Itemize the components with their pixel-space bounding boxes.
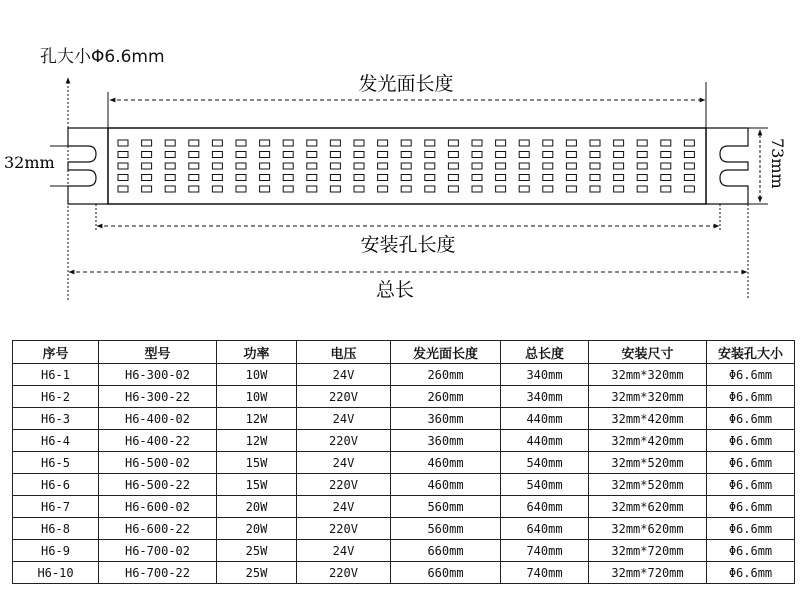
header-mounting-size: 安装尺寸 bbox=[589, 341, 707, 364]
led-chip bbox=[307, 140, 317, 146]
led-chip bbox=[448, 140, 458, 146]
cell-index: H6-9 bbox=[13, 540, 99, 562]
led-chip bbox=[543, 140, 553, 146]
led-chip bbox=[637, 152, 647, 158]
cell-emitting-length: 260mm bbox=[391, 386, 501, 408]
cell-mounting-size: 32mm*520mm bbox=[589, 474, 707, 496]
cell-emitting-length: 360mm bbox=[391, 430, 501, 452]
led-chip bbox=[189, 152, 199, 158]
led-chip bbox=[637, 175, 647, 181]
slot-spacing-label: 32mm bbox=[4, 153, 55, 172]
led-chip bbox=[614, 163, 624, 169]
cell-power: 25W bbox=[217, 540, 297, 562]
led-chip bbox=[448, 163, 458, 169]
led-chip bbox=[566, 152, 576, 158]
led-chip bbox=[614, 186, 624, 192]
led-chip bbox=[283, 140, 293, 146]
cell-voltage: 220V bbox=[297, 386, 391, 408]
spec-table bbox=[12, 340, 795, 584]
cell-index: H6-6 bbox=[13, 474, 99, 496]
cell-power: 12W bbox=[217, 430, 297, 452]
cell-voltage: 24V bbox=[297, 364, 391, 386]
led-chip bbox=[448, 186, 458, 192]
cell-hole-size: Φ6.6mm bbox=[707, 430, 795, 452]
led-chip bbox=[590, 152, 600, 158]
cell-voltage: 220V bbox=[297, 562, 391, 584]
header-voltage: 电压 bbox=[297, 341, 391, 364]
cell-emitting-length: 560mm bbox=[391, 518, 501, 540]
header-total-length: 总长度 bbox=[501, 341, 589, 364]
led-chip bbox=[496, 140, 506, 146]
led-chip bbox=[260, 140, 270, 146]
cell-model: H6-400-02 bbox=[99, 408, 217, 430]
cell-mounting-size: 32mm*420mm bbox=[589, 408, 707, 430]
cell-power: 12W bbox=[217, 408, 297, 430]
led-chip bbox=[661, 186, 671, 192]
cell-total-length: 640mm bbox=[501, 518, 589, 540]
cell-hole-size: Φ6.6mm bbox=[707, 540, 795, 562]
led-chip bbox=[142, 175, 152, 181]
table-row bbox=[13, 540, 795, 562]
table-row bbox=[13, 408, 795, 430]
cell-mounting-size: 32mm*620mm bbox=[589, 518, 707, 540]
led-chip bbox=[590, 175, 600, 181]
led-chip bbox=[684, 140, 694, 146]
cell-mounting-size: 32mm*320mm bbox=[589, 364, 707, 386]
led-chip bbox=[354, 152, 364, 158]
cell-hole-size: Φ6.6mm bbox=[707, 562, 795, 584]
led-chip bbox=[637, 163, 647, 169]
led-chip bbox=[354, 186, 364, 192]
cell-model: H6-500-22 bbox=[99, 474, 217, 496]
led-chip bbox=[142, 186, 152, 192]
led-chip bbox=[519, 140, 529, 146]
led-chip bbox=[614, 140, 624, 146]
led-chip bbox=[283, 163, 293, 169]
led-chip bbox=[165, 163, 175, 169]
led-chip bbox=[189, 163, 199, 169]
cell-mounting-size: 32mm*720mm bbox=[589, 562, 707, 584]
cell-power: 25W bbox=[217, 562, 297, 584]
led-chip bbox=[165, 186, 175, 192]
led-chip bbox=[496, 152, 506, 158]
led-chip bbox=[496, 186, 506, 192]
cell-model: H6-300-02 bbox=[99, 364, 217, 386]
led-chip bbox=[425, 186, 435, 192]
led-chip bbox=[566, 175, 576, 181]
led-chip bbox=[519, 186, 529, 192]
cell-emitting-length: 660mm bbox=[391, 540, 501, 562]
led-chip bbox=[378, 140, 388, 146]
led-chip bbox=[566, 186, 576, 192]
led-chip bbox=[614, 175, 624, 181]
led-chip bbox=[519, 163, 529, 169]
cell-mounting-size: 32mm*420mm bbox=[589, 430, 707, 452]
led-chip bbox=[472, 163, 482, 169]
led-chip bbox=[307, 175, 317, 181]
cell-power: 10W bbox=[217, 386, 297, 408]
led-chip bbox=[354, 140, 364, 146]
led-chip bbox=[307, 186, 317, 192]
cell-voltage: 24V bbox=[297, 408, 391, 430]
led-chip bbox=[118, 152, 128, 158]
cell-total-length: 340mm bbox=[501, 364, 589, 386]
led-chip bbox=[212, 152, 222, 158]
table-row bbox=[13, 430, 795, 452]
led-chip bbox=[118, 186, 128, 192]
width-label: 73mm bbox=[768, 138, 787, 189]
led-chip bbox=[425, 140, 435, 146]
led-chip bbox=[118, 175, 128, 181]
cell-hole-size: Φ6.6mm bbox=[707, 386, 795, 408]
cell-emitting-length: 460mm bbox=[391, 474, 501, 496]
led-chip bbox=[236, 152, 246, 158]
led-chip bbox=[472, 186, 482, 192]
led-chip bbox=[378, 163, 388, 169]
cell-total-length: 440mm bbox=[501, 430, 589, 452]
led-chip bbox=[472, 175, 482, 181]
led-chip bbox=[684, 186, 694, 192]
cell-total-length: 740mm bbox=[501, 562, 589, 584]
header-hole-size: 安装孔大小 bbox=[707, 341, 795, 364]
cell-hole-size: Φ6.6mm bbox=[707, 518, 795, 540]
led-chip bbox=[472, 140, 482, 146]
led-chip bbox=[590, 140, 600, 146]
led-chip bbox=[354, 163, 364, 169]
led-chip bbox=[142, 152, 152, 158]
cell-total-length: 340mm bbox=[501, 386, 589, 408]
cell-emitting-length: 460mm bbox=[391, 452, 501, 474]
led-chip bbox=[519, 175, 529, 181]
table-row bbox=[13, 386, 795, 408]
led-chip bbox=[425, 152, 435, 158]
cell-model: H6-600-22 bbox=[99, 518, 217, 540]
right-end-cap bbox=[706, 128, 748, 204]
led-chip bbox=[236, 140, 246, 146]
led-chip bbox=[637, 186, 647, 192]
hole-size-label: 孔大小Φ6.6mm bbox=[40, 47, 165, 67]
cell-power: 10W bbox=[217, 364, 297, 386]
spec-table-body bbox=[13, 364, 795, 584]
cell-total-length: 540mm bbox=[501, 474, 589, 496]
led-chip bbox=[684, 175, 694, 181]
led-chip bbox=[330, 152, 340, 158]
led-chip bbox=[543, 186, 553, 192]
cell-model: H6-700-22 bbox=[99, 562, 217, 584]
cell-hole-size: Φ6.6mm bbox=[707, 496, 795, 518]
cell-emitting-length: 260mm bbox=[391, 364, 501, 386]
led-chip bbox=[212, 175, 222, 181]
led-chip bbox=[118, 163, 128, 169]
cell-model: H6-500-02 bbox=[99, 452, 217, 474]
mounting-length-label: 安装孔长度 bbox=[360, 234, 456, 256]
emitting-length-label: 发光面长度 bbox=[358, 73, 454, 95]
cell-power: 20W bbox=[217, 496, 297, 518]
led-chip bbox=[165, 152, 175, 158]
led-chip bbox=[142, 163, 152, 169]
table-row bbox=[13, 496, 795, 518]
led-chip bbox=[543, 163, 553, 169]
led-chip bbox=[661, 140, 671, 146]
cell-voltage: 24V bbox=[297, 540, 391, 562]
led-chip bbox=[236, 186, 246, 192]
table-row bbox=[13, 518, 795, 540]
cell-hole-size: Φ6.6mm bbox=[707, 408, 795, 430]
led-chip bbox=[260, 163, 270, 169]
led-chip bbox=[401, 163, 411, 169]
led-chip bbox=[401, 152, 411, 158]
cell-voltage: 220V bbox=[297, 518, 391, 540]
led-chip bbox=[661, 152, 671, 158]
cell-voltage: 24V bbox=[297, 452, 391, 474]
led-chip bbox=[425, 163, 435, 169]
cell-total-length: 540mm bbox=[501, 452, 589, 474]
cell-total-length: 640mm bbox=[501, 496, 589, 518]
led-chip bbox=[212, 163, 222, 169]
cell-index: H6-2 bbox=[13, 386, 99, 408]
cell-hole-size: Φ6.6mm bbox=[707, 364, 795, 386]
led-chip bbox=[401, 140, 411, 146]
led-chip bbox=[260, 186, 270, 192]
cell-model: H6-700-02 bbox=[99, 540, 217, 562]
led-chip bbox=[543, 152, 553, 158]
cell-power: 15W bbox=[217, 452, 297, 474]
cell-mounting-size: 32mm*620mm bbox=[589, 496, 707, 518]
header-index: 序号 bbox=[13, 341, 99, 364]
cell-mounting-size: 32mm*720mm bbox=[589, 540, 707, 562]
led-chip bbox=[165, 140, 175, 146]
led-chip bbox=[260, 175, 270, 181]
cell-index: H6-3 bbox=[13, 408, 99, 430]
cell-mounting-size: 32mm*320mm bbox=[589, 386, 707, 408]
led-chip bbox=[448, 152, 458, 158]
led-chip bbox=[472, 152, 482, 158]
cell-index: H6-10 bbox=[13, 562, 99, 584]
led-chip bbox=[142, 140, 152, 146]
cell-voltage: 220V bbox=[297, 430, 391, 452]
cell-power: 15W bbox=[217, 474, 297, 496]
led-chip bbox=[212, 140, 222, 146]
led-chip bbox=[330, 186, 340, 192]
led-chip bbox=[637, 140, 647, 146]
led-chip bbox=[401, 175, 411, 181]
cell-mounting-size: 32mm*520mm bbox=[589, 452, 707, 474]
led-chip bbox=[236, 163, 246, 169]
led-chip bbox=[260, 152, 270, 158]
led-chip bbox=[307, 152, 317, 158]
led-chip bbox=[614, 152, 624, 158]
cell-index: H6-4 bbox=[13, 430, 99, 452]
led-chip bbox=[165, 175, 175, 181]
led-chip bbox=[566, 163, 576, 169]
led-chip bbox=[330, 175, 340, 181]
cell-voltage: 220V bbox=[297, 474, 391, 496]
cell-index: H6-1 bbox=[13, 364, 99, 386]
led-chip bbox=[330, 163, 340, 169]
led-chip bbox=[354, 175, 364, 181]
cell-emitting-length: 560mm bbox=[391, 496, 501, 518]
led-chip bbox=[378, 175, 388, 181]
led-chip bbox=[496, 175, 506, 181]
led-chip bbox=[378, 186, 388, 192]
led-chip bbox=[590, 163, 600, 169]
led-chip bbox=[212, 186, 222, 192]
led-chip bbox=[566, 140, 576, 146]
led-chip bbox=[661, 163, 671, 169]
table-row bbox=[13, 452, 795, 474]
led-chip bbox=[236, 175, 246, 181]
cell-index: H6-8 bbox=[13, 518, 99, 540]
cell-model: H6-300-22 bbox=[99, 386, 217, 408]
led-chip bbox=[448, 175, 458, 181]
led-chip bbox=[684, 152, 694, 158]
led-chip bbox=[401, 186, 411, 192]
cell-emitting-length: 360mm bbox=[391, 408, 501, 430]
led-chip bbox=[118, 140, 128, 146]
cell-power: 20W bbox=[217, 518, 297, 540]
led-chip bbox=[283, 186, 293, 192]
led-chip bbox=[425, 175, 435, 181]
table-row bbox=[13, 474, 795, 496]
header-emitting-length: 发光面长度 bbox=[391, 341, 501, 364]
led-chip bbox=[684, 163, 694, 169]
led-chip bbox=[519, 152, 529, 158]
led-chip bbox=[189, 175, 199, 181]
cell-total-length: 440mm bbox=[501, 408, 589, 430]
table-row bbox=[13, 364, 795, 386]
led-chip bbox=[496, 163, 506, 169]
led-chip bbox=[307, 163, 317, 169]
cell-index: H6-5 bbox=[13, 452, 99, 474]
header-power: 功率 bbox=[217, 341, 297, 364]
header-model: 型号 bbox=[99, 341, 217, 364]
led-chip bbox=[283, 175, 293, 181]
table-row bbox=[13, 562, 795, 584]
cell-model: H6-600-02 bbox=[99, 496, 217, 518]
led-chip bbox=[378, 152, 388, 158]
cell-total-length: 740mm bbox=[501, 540, 589, 562]
led-chip bbox=[330, 140, 340, 146]
led-chip bbox=[283, 152, 293, 158]
cell-hole-size: Φ6.6mm bbox=[707, 474, 795, 496]
led-chip bbox=[590, 186, 600, 192]
cell-emitting-length: 660mm bbox=[391, 562, 501, 584]
led-chip bbox=[189, 186, 199, 192]
cell-index: H6-7 bbox=[13, 496, 99, 518]
led-chip bbox=[543, 175, 553, 181]
left-end-cap bbox=[68, 128, 108, 204]
cell-voltage: 24V bbox=[297, 496, 391, 518]
cell-hole-size: Φ6.6mm bbox=[707, 452, 795, 474]
cell-model: H6-400-22 bbox=[99, 430, 217, 452]
table-header-row bbox=[13, 341, 795, 364]
total-length-label: 总长 bbox=[375, 279, 415, 301]
led-chip bbox=[661, 175, 671, 181]
led-chip bbox=[189, 140, 199, 146]
